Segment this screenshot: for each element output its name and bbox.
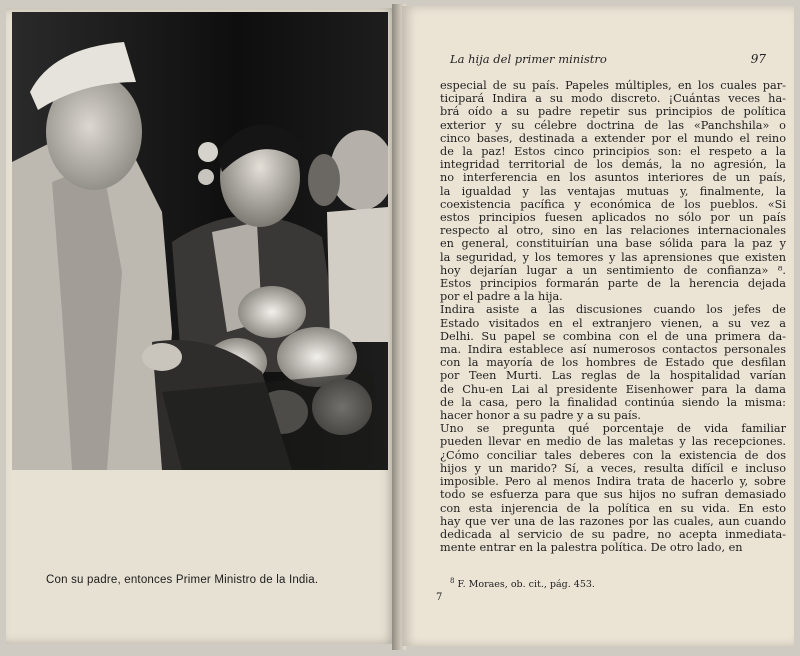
text-line: de la casa, pero la finalidad continúa siendo la misma: xyxy=(440,395,786,409)
right-page xyxy=(402,6,794,646)
text-line: no interferencia en los asuntos interiores de un país, xyxy=(440,171,786,185)
text-line: de la paz! Estos cinco principios son: el respeto a la xyxy=(440,145,786,159)
text-line: coexistencia pacífica y económica de los pueblos. «Si xyxy=(440,197,786,211)
text-line: estos principios fuesen aplicados no sólo por un país xyxy=(440,211,786,225)
left-page xyxy=(6,8,396,644)
text-line: exterior y su célebre doctrina de las «Panchshila» o xyxy=(440,118,786,132)
photograph-illustration xyxy=(12,12,388,470)
text-line: dedicada al servicio de su padre, no acepta inmediata- xyxy=(440,527,786,541)
photograph xyxy=(12,12,388,470)
text-line: con la mayoría de los hombres de Estado que desfilan xyxy=(440,356,786,370)
text-line: la seguridad, y los temores y las aprensiones que existen xyxy=(440,250,786,264)
footnote-number: 8 xyxy=(450,577,455,585)
footnote xyxy=(450,577,595,590)
text-line: respecto al otro, sino en las relaciones internacionales xyxy=(440,224,786,238)
text-line: Indira asiste a las discusiones cuando los jefes de xyxy=(440,303,786,317)
text-line: hijos y un marido? Sí, a veces, resulta difícil e incluso xyxy=(440,461,786,475)
body-text xyxy=(440,79,786,554)
text-line: Uno se pregunta qué porcentaje de vida familiar xyxy=(440,422,786,436)
running-head: La hija del primer ministro xyxy=(450,52,607,66)
text-line: mente entrar en la palestra política. De otro lado, en xyxy=(440,541,743,555)
text-line: hacer honor a su padre y a su país. xyxy=(440,409,641,423)
text-line: cinco bases, destinada a extender por el mundo el reino xyxy=(440,131,786,145)
photo-caption: Con su padre, entonces Primer Ministro de la India. xyxy=(46,574,319,586)
signature-mark: 7 xyxy=(436,592,443,603)
text-line: brá oído a su padre repetir sus principios de política xyxy=(440,105,786,119)
text-line: Estado visitados en el extranjero vienen, a su vez a xyxy=(440,316,786,330)
text-line: ma. Indira establece así numerosos contactos personales xyxy=(440,343,786,357)
text-line: hoy dejarían lugar a un sentimiento de confianza» ⁸. xyxy=(440,263,786,277)
text-line: en general, constituirían una base sólida para la paz y xyxy=(440,237,786,251)
text-line: todo se esfuerza para que sus hijos no sufran demasiado xyxy=(440,488,786,502)
text-line: pueden llevar en medio de las maletas y las recepciones. xyxy=(440,435,786,449)
text-line: por el padre a la hija. xyxy=(440,290,563,304)
text-line: integridad territorial de los demás, la no agresión, la xyxy=(440,158,786,172)
text-line: ¿Cómo conciliar tales deberes con la existencia de dos xyxy=(440,448,786,462)
page-number: 97 xyxy=(750,52,766,66)
text-line: la igualdad y las ventajas mutuas y, finalmente, la xyxy=(440,184,786,198)
text-line: Delhi. Su papel se combina con el de una primera da- xyxy=(440,329,786,343)
text-line: de Chu-en Lai al presidente Eisenhower para la dama xyxy=(440,382,786,396)
text-line: especial de su país. Papeles múltiples, en los cuales par- xyxy=(440,79,786,92)
text-line: Estos principios formarán parte de la herencia dejada xyxy=(440,277,786,291)
text-line: ticipará Indira a su modo discreto. ¡Cuántas veces ha- xyxy=(440,92,786,106)
text-line: por Teen Murti. Las reglas de la hospitalidad varían xyxy=(440,369,786,383)
text-line: con esta injerencia de la política en su vida. En esto xyxy=(440,501,786,515)
text-line: imposible. Pero al menos Indira trata de hacerlo y, sobre xyxy=(440,475,786,489)
text-line: hay que ver una de las razones por las cuales, aun cuando xyxy=(440,514,786,528)
footnote-text: F. Moraes, ob. cit., pág. 453. xyxy=(457,579,595,591)
